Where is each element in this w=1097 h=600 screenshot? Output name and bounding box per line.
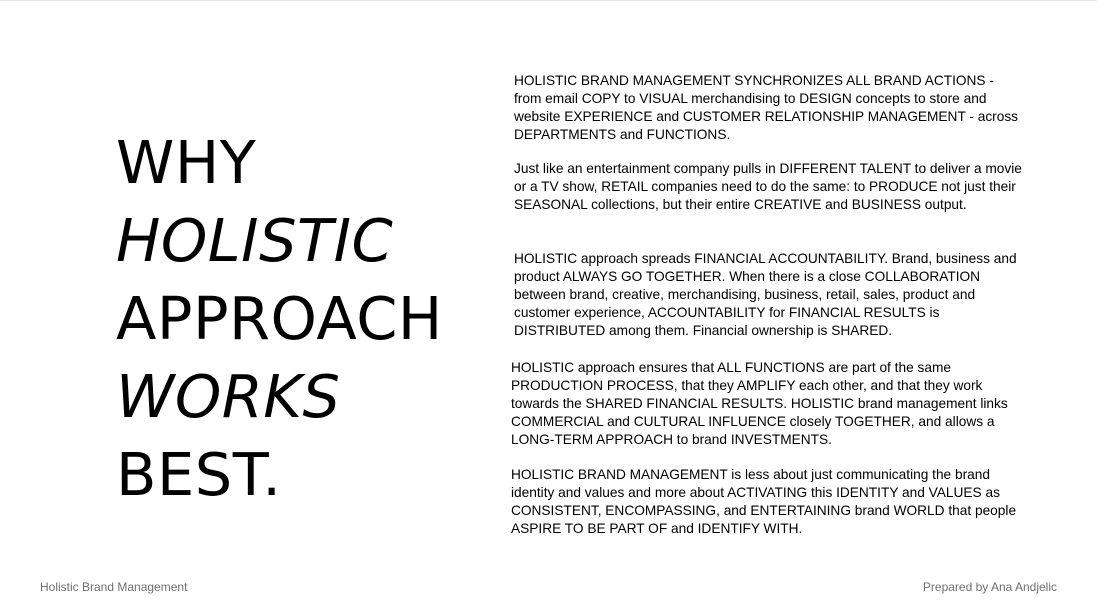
footer-title: Holistic Brand Management (40, 580, 188, 594)
headline-line-works: WORKS (116, 362, 341, 431)
headline-line-holistic: HOLISTIC (116, 206, 394, 275)
top-divider (0, 0, 1097, 1)
headline-line-approach: APPROACH (116, 284, 443, 353)
paragraph-entertainment: Just like an entertainment company pulls in DIFFERENT TALENT to deliver a movie or a TV show, RETAIL companies need to do the same: to PRODUCE not just their SEASONAL collections, but their entire CREATIVE and BUSINESS output. (514, 161, 1022, 212)
paragraph-brand-world: HOLISTIC BRAND MANAGEMENT is less about just communicating the brand identity and values and more about ACTIVATING this IDENTITY and VALUES as CONSISTENT, ENCOMPASSING, and ENTERTAINING brand WORLD that people ASPIRE TO BE PART OF and IDENTIFY WITH. (511, 467, 1017, 536)
paragraph-accountability: HOLISTIC approach spreads FINANCIAL ACCOUNTABILITY. Brand, business and product ALWAYS GO TOGETHER. When there is a close COLLABORATION between brand, creative, merchandising, business, retail, sales, product and customer experience, ACCOUNTABILITY for FINANCIAL RESULTS is DISTRIBUTED among them. Financial ownership is SHARED. (514, 251, 1017, 338)
headline-line-why: WHY (116, 128, 257, 197)
headline-line-best: BEST. (116, 440, 282, 509)
paragraph-synchronizes: HOLISTIC BRAND MANAGEMENT SYNCHRONIZES ALL BRAND ACTIONS - from email COPY to VISUAL merchandising to DESIGN concepts to store and website EXPERIENCE and CUSTOMER RELATIONSHIP MANAGEMENT - across DEPARTMENTS and FUNCTIONS. (514, 73, 1019, 142)
paragraph-production-process: HOLISTIC approach ensures that ALL FUNCTIONS are part of the same PRODUCTION PROCESS, that they AMPLIFY each other, and that they work towards the SHARED FINANCIAL RESULTS. HOLISTIC brand management links COMMERCIAL and CULTURAL INFLUENCE closely TOGETHER, and allows a LONG-TERM APPROACH to brand INVESTMENTS. (511, 360, 1008, 447)
slide-headline (116, 124, 476, 514)
footer-author: Prepared by Ana Andjelic (922, 580, 1057, 594)
